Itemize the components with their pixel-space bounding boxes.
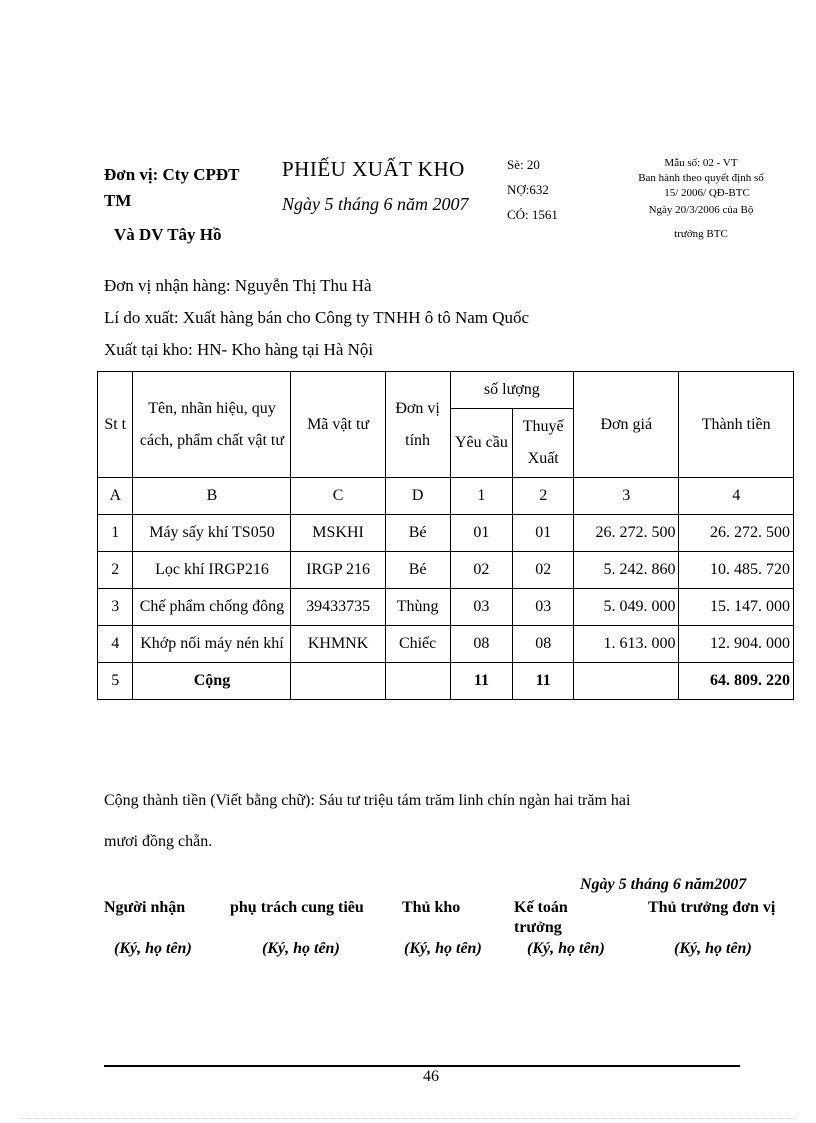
row-stt: 3 [98,589,133,626]
items-table [97,371,794,700]
row-amount: 12. 904. 000 [679,626,794,663]
header-row [98,372,794,409]
sign-note: (Ký, họ tên) [527,940,605,957]
header-quantity: số lượng [450,372,574,409]
total-actual: 11 [513,663,574,700]
warehouse-line: Xuất tại kho: HN- Kho hàng tại Hà Nội [104,340,374,359]
unit-name-line2: TM [104,191,132,210]
letter-cell: A [98,478,133,515]
letter-cell: B [133,478,291,515]
row-actual: 03 [513,589,574,626]
signature-role-director: Thủ trưởng đơn vị [648,899,776,916]
row-actual: 02 [513,552,574,589]
document-date: Ngày 5 tháng 6 năm 2007 [282,194,469,214]
row-price: 1. 613. 000 [574,626,679,663]
reason-line: Lí do xuất: Xuất hàng bán cho Công ty TNHH ô tô Nam Quốc [104,308,530,327]
total-empty [291,663,385,700]
row-price: 5. 049. 000 [574,589,679,626]
header-price: Đơn giá [574,372,679,478]
row-amount: 26. 272. 500 [679,515,794,552]
row-price: 5. 242. 860 [574,552,679,589]
row-amount: 10. 485. 720 [679,552,794,589]
header-unit: Đơn vị tính [385,372,450,478]
signature-role-storekeeper: Thủ kho [402,899,461,916]
table-row [98,626,794,663]
total-in-words-cont: mươi đồng chẵn. [104,833,213,850]
row-amount: 15. 147. 000 [679,589,794,626]
sign-note: (Ký, họ tên) [404,940,482,957]
row-code: MSKHI [291,515,385,552]
row-unit: Chiếc [385,626,450,663]
row-actual: 01 [513,515,574,552]
row-requested: 08 [450,626,513,663]
signature-role-chief-accountant: Kế toán trưởng [514,899,568,936]
row-code: IRGP 216 [291,552,385,589]
header-name: Tên, nhãn hiệu, quy cách, phẩm chất vật tư [133,372,291,478]
total-stt: 5 [98,663,133,700]
footer-rule [104,1065,740,1067]
signature-date: Ngày 5 tháng 6 năm2007 [580,876,747,893]
total-empty [385,663,450,700]
letter-cell: 3 [574,478,679,515]
row-stt: 4 [98,626,133,663]
sign-note: (Ký, họ tên) [114,940,192,957]
row-name: Máy sấy khí TS050 [133,515,291,552]
row-name: Chế phẩm chống đông [133,589,291,626]
issued-by: Ban hành theo quyết định số [638,172,764,184]
page-bottom-border [20,1118,796,1119]
header-amount: Thành tiền [679,372,794,478]
row-stt: 2 [98,552,133,589]
row-actual: 08 [513,626,574,663]
recipient-line: Đơn vị nhận hàng: Nguyễn Thị Thu Hà [104,276,372,295]
sign-note: (Ký, họ tên) [674,940,752,957]
row-unit: Bé [385,515,450,552]
unit-name-line1: Đơn vị: Cty CPĐT [104,165,240,184]
signature-role-supply: phụ trách cung tiêu [230,899,364,916]
debit-account: NỢ:632 [507,182,549,197]
total-row [98,663,794,700]
letter-cell: C [291,478,385,515]
total-amount: 64. 809. 220 [679,663,794,700]
row-code: 39433735 [291,589,385,626]
total-empty [574,663,679,700]
row-unit: Thùng [385,589,450,626]
letter-row [98,478,794,515]
row-name: Lọc khí IRGP216 [133,552,291,589]
form-code: Mẫu số: 02 - VT [664,157,738,169]
table-row [98,589,794,626]
header-requested: Yêu cầu [450,409,513,478]
unit-name-line3: Và DV Tây Hồ [114,225,222,244]
document-title: PHIẾU XUẤT KHO [282,157,465,181]
letter-cell: 4 [679,478,794,515]
total-label: Cộng [133,663,291,700]
row-requested: 03 [450,589,513,626]
total-requested: 11 [450,663,513,700]
credit-account: CÓ: 1561 [507,207,558,222]
sign-note: (Ký, họ tên) [262,940,340,957]
header-code: Mã vật tư [291,372,385,478]
authority: trưởng BTC [674,228,728,240]
total-in-words: Cộng thành tiền (Viết bằng chữ): Sáu tư triệu tám trăm linh chín ngàn hai trăm hai [104,792,631,809]
row-stt: 1 [98,515,133,552]
signature-role-receiver: Người nhận [104,899,186,916]
header-actual: Thuyế Xuất [513,409,574,478]
voucher-number: Sè: 20 [507,157,540,172]
page-number: 46 [423,1068,439,1085]
row-requested: 01 [450,515,513,552]
row-requested: 02 [450,552,513,589]
table-row [98,552,794,589]
header-stt: St t [98,372,133,478]
decision-number: 15/ 2006/ QĐ-BTC [664,187,750,199]
letter-cell: 1 [450,478,513,515]
row-code: KHMNK [291,626,385,663]
row-name: Khớp nối máy nén khí [133,626,291,663]
table-row [98,515,794,552]
row-unit: Bé [385,552,450,589]
letter-cell: 2 [513,478,574,515]
row-price: 26. 272. 500 [574,515,679,552]
letter-cell: D [385,478,450,515]
decision-date: Ngày 20/3/2006 của Bộ [648,204,754,216]
